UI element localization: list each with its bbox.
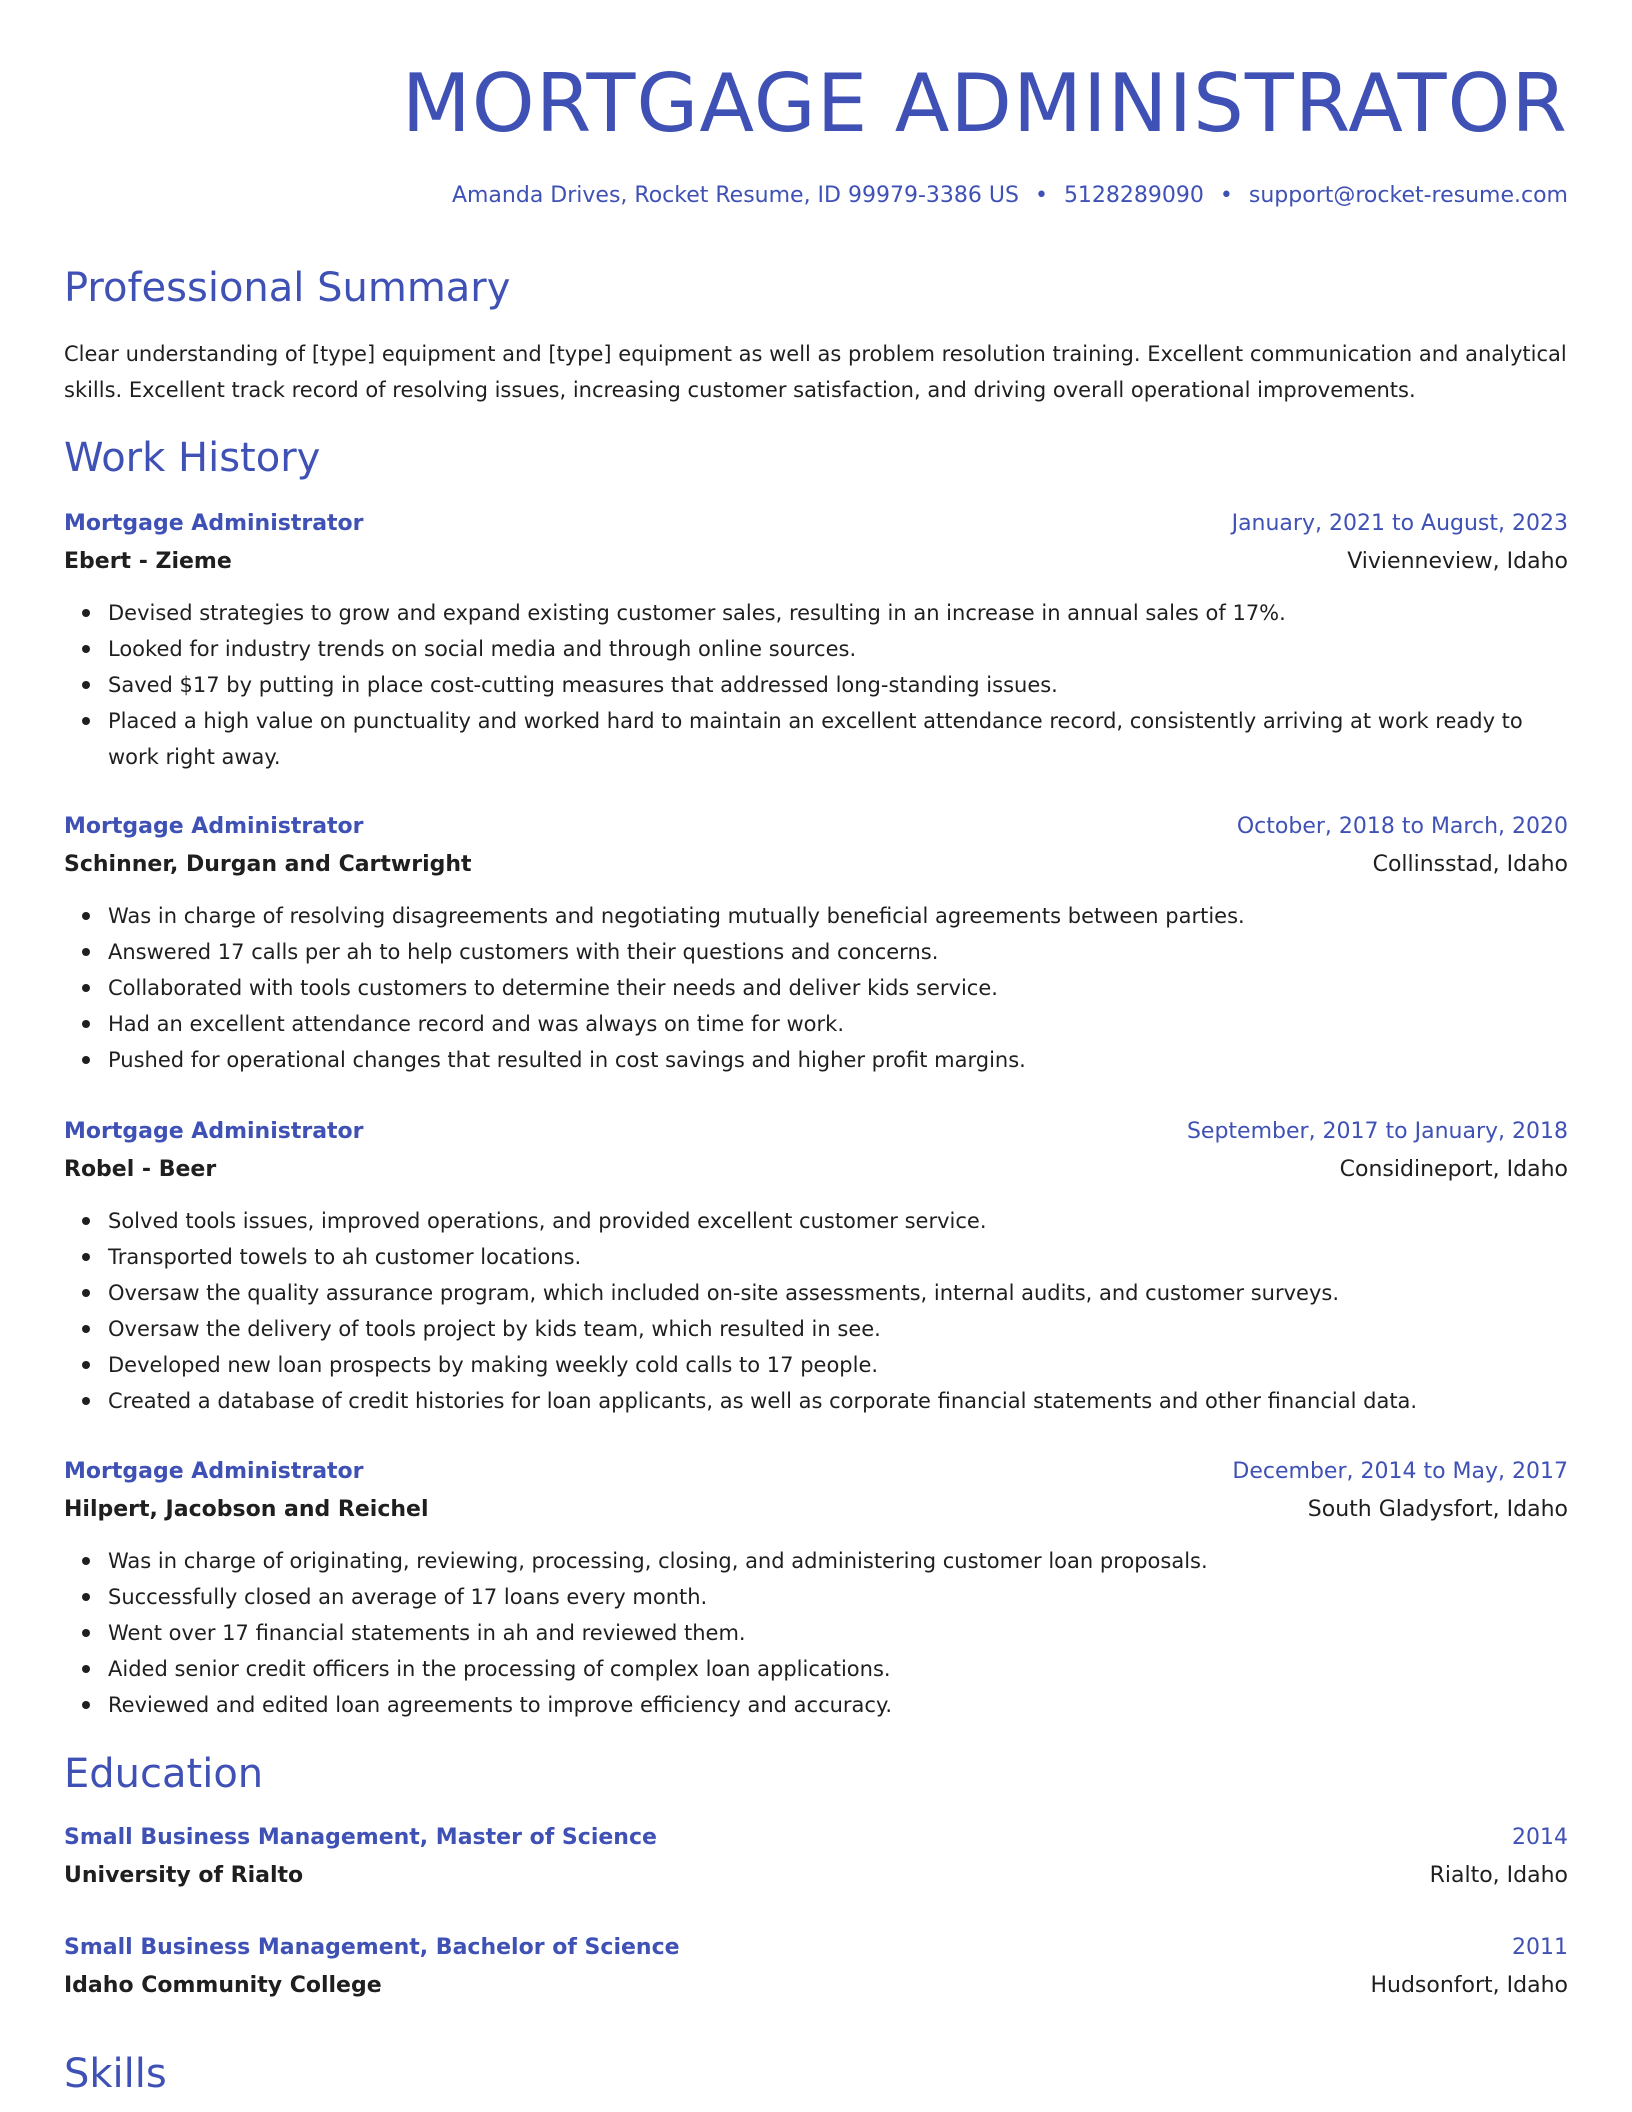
job-bullet: Developed new loan prospects by making weekly cold calls to 17 people. xyxy=(108,1347,1568,1383)
skills-heading: Skills xyxy=(64,2051,167,2097)
job-bullet-list xyxy=(64,1203,1568,1419)
job-entry xyxy=(64,808,1568,1078)
education-section xyxy=(64,1748,1568,1800)
job-bullet: Created a database of credit histories for loan applicants, as well as corporate financial statements and other financial data. xyxy=(108,1383,1568,1419)
summary-section xyxy=(64,262,1568,408)
job-entry xyxy=(64,1453,1568,1723)
bullet-dot-icon xyxy=(82,1629,90,1637)
job-entry xyxy=(64,1113,1568,1419)
bullet-dot-icon xyxy=(82,1020,90,1028)
job-location: South Gladysfort, Idaho xyxy=(1307,1497,1568,1522)
bullet-dot-icon xyxy=(82,609,90,617)
job-bullet: Saved $17 by putting in place cost-cutting measures that addressed long-standing issues. xyxy=(108,667,1568,703)
job-bullet-list xyxy=(64,1543,1568,1723)
job-bullet: Oversaw the quality assurance program, which included on-site assessments, internal audits, and customer surveys. xyxy=(108,1275,1568,1311)
work-history-heading: Work History xyxy=(64,435,321,481)
education-location: Hudsonfort, Idaho xyxy=(1370,1973,1568,1998)
bullet-dot-icon xyxy=(82,645,90,653)
bullet-dot-icon xyxy=(82,1253,90,1261)
contact-phone[interactable]: 5128289090 xyxy=(1063,183,1204,208)
contact-email[interactable]: support@rocket-resume.com xyxy=(1248,183,1568,208)
job-bullet: Reviewed and edited loan agreements to improve efficiency and accuracy. xyxy=(108,1687,1568,1723)
contact-separator: • xyxy=(1219,183,1233,208)
job-dates: January, 2021 to August, 2023 xyxy=(1231,511,1568,536)
education-year: 2014 xyxy=(1512,1825,1568,1850)
education-year: 2011 xyxy=(1512,1935,1568,1960)
contact-address: Amanda Drives, Rocket Resume, ID 99979-3386 US xyxy=(451,183,1019,208)
resume-title: MORTGAGE ADMINISTRATOR xyxy=(401,57,1568,150)
bullet-dot-icon xyxy=(82,912,90,920)
education-school: Idaho Community College xyxy=(64,1973,382,1998)
contact-separator: • xyxy=(1034,183,1048,208)
work-history-section xyxy=(64,432,1568,484)
job-bullet: Devised strategies to grow and expand existing customer sales, resulting in an increase in annual sales of 17%. xyxy=(108,595,1568,631)
job-company: Hilpert, Jacobson and Reichel xyxy=(64,1497,429,1522)
skills-section xyxy=(64,2048,1568,2100)
job-company: Schinner, Durgan and Cartwright xyxy=(64,852,472,877)
bullet-dot-icon xyxy=(82,1701,90,1709)
bullet-dot-icon xyxy=(82,984,90,992)
education-heading: Education xyxy=(64,1751,264,1797)
education-school: University of Rialto xyxy=(64,1863,304,1888)
bullet-dot-icon xyxy=(82,1289,90,1297)
job-bullet: Had an excellent attendance record and was always on time for work. xyxy=(108,1006,1568,1042)
job-bullet-list xyxy=(64,898,1568,1078)
job-company: Ebert - Zieme xyxy=(64,549,232,574)
job-location: Considineport, Idaho xyxy=(1339,1157,1568,1182)
bullet-dot-icon xyxy=(82,948,90,956)
job-bullet: Collaborated with tools customers to determine their needs and deliver kids service. xyxy=(108,970,1568,1006)
education-degree: Small Business Management, Bachelor of Science xyxy=(64,1935,680,1960)
bullet-dot-icon xyxy=(82,1557,90,1565)
bullet-dot-icon xyxy=(82,1325,90,1333)
summary-text: Clear understanding of [type] equipment and [type] equipment as well as problem resolution training. Excellent communication and analytical skills. Excellent track record of resolving issues, increasing customer satisfaction, and driving overall operational improvements. xyxy=(64,342,1567,402)
education-entry xyxy=(64,1819,1568,1895)
bullet-dot-icon xyxy=(82,1361,90,1369)
bullet-dot-icon xyxy=(82,1593,90,1601)
job-dates: September, 2017 to January, 2018 xyxy=(1186,1119,1568,1144)
bullet-dot-icon xyxy=(82,1397,90,1405)
job-bullet: Was in charge of resolving disagreements and negotiating mutually beneficial agreements between parties. xyxy=(108,898,1568,934)
education-degree: Small Business Management, Master of Science xyxy=(64,1825,657,1850)
job-location: Collinsstad, Idaho xyxy=(1372,852,1568,877)
job-bullet: Placed a high value on punctuality and worked hard to maintain an excellent attendance record, consistently arriving at work ready to work right away. xyxy=(108,703,1568,775)
job-role: Mortgage Administrator xyxy=(64,511,364,536)
summary-heading: Professional Summary xyxy=(64,265,511,311)
job-bullet: Aided senior credit officers in the processing of complex loan applications. xyxy=(108,1651,1568,1687)
job-bullet: Transported towels to ah customer locations. xyxy=(108,1239,1568,1275)
contact-line xyxy=(452,180,1568,212)
bullet-dot-icon xyxy=(82,717,90,725)
job-dates: December, 2014 to May, 2017 xyxy=(1232,1459,1568,1484)
education-location: Rialto, Idaho xyxy=(1429,1863,1568,1888)
job-bullet: Solved tools issues, improved operations, and provided excellent customer service. xyxy=(108,1203,1568,1239)
job-bullet: Answered 17 calls per ah to help customers with their questions and concerns. xyxy=(108,934,1568,970)
job-bullet-list xyxy=(64,595,1568,775)
job-role: Mortgage Administrator xyxy=(64,814,364,839)
job-bullet: Looked for industry trends on social media and through online sources. xyxy=(108,631,1568,667)
bullet-dot-icon xyxy=(82,1056,90,1064)
bullet-dot-icon xyxy=(82,1217,90,1225)
job-location: Vivienneview, Idaho xyxy=(1347,549,1568,574)
bullet-dot-icon xyxy=(82,681,90,689)
job-role: Mortgage Administrator xyxy=(64,1119,364,1144)
bullet-dot-icon xyxy=(82,1665,90,1673)
job-bullet: Pushed for operational changes that resulted in cost savings and higher profit margins. xyxy=(108,1042,1568,1078)
job-company: Robel - Beer xyxy=(64,1157,217,1182)
job-bullet: Was in charge of originating, reviewing, processing, closing, and administering customer loan proposals. xyxy=(108,1543,1568,1579)
job-bullet: Went over 17 financial statements in ah and reviewed them. xyxy=(108,1615,1568,1651)
job-bullet: Successfully closed an average of 17 loans every month. xyxy=(108,1579,1568,1615)
education-entry xyxy=(64,1929,1568,2005)
job-dates: October, 2018 to March, 2020 xyxy=(1236,814,1568,839)
job-role: Mortgage Administrator xyxy=(64,1459,364,1484)
job-entry xyxy=(64,505,1568,775)
job-bullet: Oversaw the delivery of tools project by kids team, which resulted in see. xyxy=(108,1311,1568,1347)
